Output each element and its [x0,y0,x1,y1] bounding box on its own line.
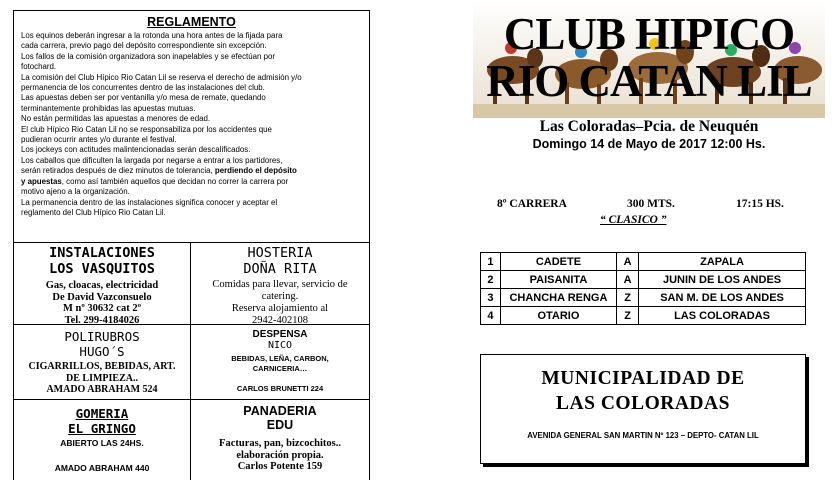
entry-city: ZAPALA [639,253,806,271]
reglamento-text-span: , como así también aquellos que decidan no correr la carrera por [61,176,289,186]
ad-line: CARNICERIA… [252,364,308,373]
entry-number: 4 [481,307,501,325]
reglamento-bold-span: perdiendo el depósito [214,166,297,176]
reglamento-text-span: serán retirados después de diez minutos de tolerancia, [21,166,215,176]
event-date: Domingo 14 de Mayo de 2017 12:00 Hs. [532,137,766,151]
entry-city: SAN M. DE LOS ANDES [639,289,806,307]
ad-subtitle: EDU [266,418,294,432]
reglamento-line: motivo ajeno a la organización. [21,187,130,197]
race-category: “ CLASICO ” [600,214,667,226]
table-row [481,271,806,289]
ad-hosteria [191,243,369,325]
ad-subtitle: NICO [267,340,293,351]
ad-gomeria [14,400,191,480]
ad-line: M nº 30632 cat 2º [62,303,142,314]
municipalidad-title-line2: LAS COLORADAS [556,393,730,414]
reglamento-line: Los fallos de la comisión organizadora son inapelables y se efectúan por [21,51,275,61]
reglamento-line: La comisión del Club Hípico Rio Catan Lil se reserva el derecho de admisión y/o [21,72,302,82]
entry-horse: CADETE [500,253,616,271]
reglamento-bold-span: y apuestas [21,176,62,186]
ad-line: elaboración propia. [236,449,324,461]
reglamento-line: Los jockeys con actitudes malintencionadas serán descalificados. [21,145,251,155]
municipalidad-address: AVENIDA GENERAL SAN MARTIN Nº 123 – DEPTO- CATAN LIL [527,431,759,440]
reglamento-line: terminantemente prohibidas las apuestas mutuas. [21,103,196,113]
reglamento-line: No están permitidas las apuestas a menores de edad. [21,114,211,124]
reglamento-line: fotochard. [21,62,57,72]
table-row [481,289,806,307]
entry-number: 3 [481,289,501,307]
entry-number: 2 [481,271,501,289]
reglamento-line: pudieran ocurrir antes y/o durante el festival. [21,135,177,145]
ad-line: AMADO ABRAHAM 440 [54,463,150,473]
ad-subtitle: HUGO´S [79,344,125,359]
ad-line: CARLOS BRUNETTI 224 [236,384,324,393]
race-entries-table [480,252,806,325]
ad-title: POLIRUBROS [64,329,140,344]
ad-title: PANADERIA [243,404,317,418]
event-location: Las Coloradas–Pcia. de Neuquén [539,118,759,135]
reglamento-line: reglamento del Club Hípico Rio Catan Lil. [21,207,166,217]
ad-line: Reserva alojamiento al [231,303,329,314]
ad-line: DE LIMPIEZA.. [66,372,138,384]
ad-title: GOMERIA [75,406,129,421]
entry-side: Z [617,307,639,325]
reglamento-box [13,10,370,243]
municipalidad-box [480,354,806,464]
ad-polirubros [14,325,191,400]
ad-line: CIGARRILLOS, BEBIDAS, ART. [28,361,176,372]
entry-horse: OTARIO [500,307,616,325]
race-distance: 300 MTS. [627,198,675,210]
ad-panaderia [191,400,369,480]
reglamento-line: La permanencia dentro de las instalaciones significa conocer y aceptar el [21,197,278,207]
entry-side: A [617,271,639,289]
ad-despensa [191,325,369,400]
sponsor-grid [13,243,370,480]
club-title-line2: RIO CATAN LIL [486,56,812,106]
table-row [481,253,806,271]
reglamento-line: Las apuestas deben ser por ventanilla y/o mesa de remate, quedando [21,93,266,103]
ad-line: De David Vazconsuelo [52,291,152,303]
reglamento-line: Los equinos deberán ingresar a la rotonda una hora antes de la fijada para [21,31,283,40]
municipalidad-title-line1: MUNICIPALIDAD DE [541,368,745,389]
ad-subtitle: EL GRINGO [68,421,136,436]
reglamento-line [21,166,362,176]
reglamento-line: Los caballos que dificulten la largada por negarse a entrar a los partidores, [21,155,283,165]
club-title-line1: CLUB HIPICO [503,9,795,59]
ad-line: Facturas, pan, bizcochitos.. [219,438,341,449]
ad-line: AMADO ABRAHAM 524 [46,384,158,395]
ad-subtitle: DOÑA RITA [243,261,317,277]
ad-line: catering. [261,291,299,302]
entry-side: A [617,253,639,271]
ad-line: Carlos Potente 159 [237,461,323,472]
reglamento-title: REGLAMENTO [147,15,236,29]
table-row [481,307,806,325]
ad-subtitle: LOS VASQUITOS [49,261,155,277]
entry-number: 1 [481,253,501,271]
entry-side: Z [617,289,639,307]
reglamento-text [21,31,362,218]
reglamento-line [21,177,362,187]
entry-horse: CHANCHA RENGA [500,289,616,307]
ad-line: BEBIDAS, LEÑA, CARBON, [231,354,329,363]
reglamento-line: El club Hípico Rio Catan Lil no se responsabiliza por los accidentes que [21,124,272,134]
entry-horse: PAISANITA [500,271,616,289]
race-number: 8º CARRERA [497,198,567,210]
ad-line: Comidas para llevar, servicio de [212,279,348,290]
ad-instalaciones [14,243,191,325]
ad-title: HOSTERIA [247,245,313,261]
entry-city: LAS COLORADAS [639,307,806,325]
entry-city: JUNIN DE LOS ANDES [639,271,806,289]
race-time: 17:15 HS. [736,198,784,210]
ad-line: 2942-402108 [252,315,308,325]
ad-title: INSTALACIONES [49,245,155,261]
ad-line: ABIERTO LAS 24HS. [60,438,144,448]
ad-title: DESPENSA [252,329,308,340]
reglamento-line: cada carrera, previo pago del depósito correspondiente sin excepción. [21,41,267,51]
ad-line: Gas, cloacas, electricidad [45,280,159,291]
ad-line: Tel. 299-4184026 [64,314,140,325]
reglamento-line: permanencia de los concurrentes dentro de las instalaciones del club. [21,83,265,93]
